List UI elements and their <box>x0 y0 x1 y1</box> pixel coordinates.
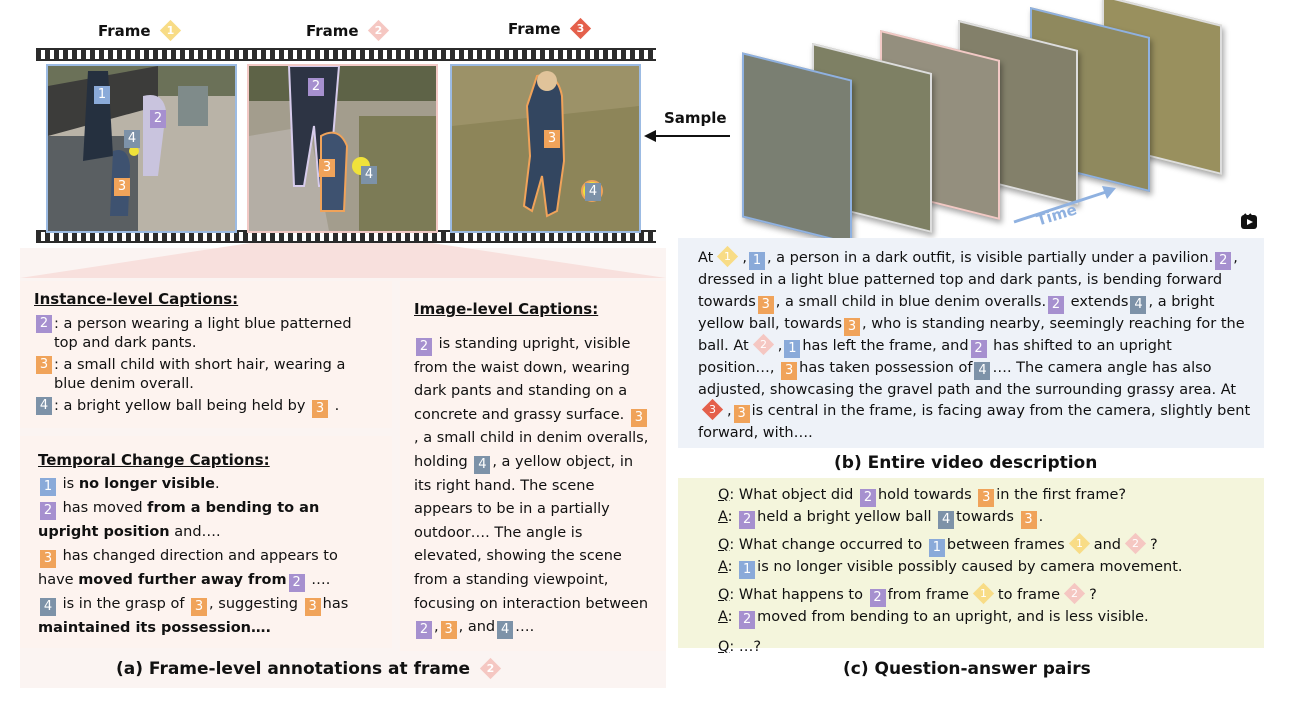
instance-captions-panel <box>20 281 392 428</box>
caption-c: (c) Question-answer pairs <box>843 659 1091 679</box>
badge-4: 4 <box>36 397 52 415</box>
frame-1-badge: 2 <box>150 110 166 128</box>
frame-label: Frame <box>306 22 359 40</box>
instance-caption-text: : a bright yellow ball being held by 3 . <box>54 398 340 416</box>
film-perforation-top <box>36 48 656 61</box>
badge-2: 2 <box>36 315 52 333</box>
temporal-caption-line: 2 has moved from a bending to an <box>38 496 378 520</box>
badge-4: 4 <box>40 598 56 616</box>
badge-2: 2 <box>971 340 987 358</box>
frame-2-scene <box>249 66 436 231</box>
badge-3: 3 <box>1021 511 1037 529</box>
instance-caption-text: : a person wearing a light blue patterned top and dark pants. <box>54 316 352 351</box>
temporal-captions-panel <box>20 436 392 648</box>
frame-1-diamond: 1 <box>973 583 994 604</box>
caption-a-diamond: 2 <box>480 658 501 679</box>
badge-3: 3 <box>40 550 56 568</box>
temporal-caption-line: 3 has changed direction and appears to <box>38 544 378 568</box>
badge-3: 3 <box>312 400 328 418</box>
badge-1: 1 <box>739 561 755 579</box>
frame-2-diamond: 2 <box>368 20 389 41</box>
video-frame-stack-item <box>742 52 852 244</box>
frame-1-diamond: 1 <box>160 20 181 41</box>
badge-2: 2 <box>860 489 876 507</box>
temporal-caption-line: maintained its possession…. <box>38 620 271 636</box>
instance-captions-title: Instance-level Captions: <box>34 290 239 308</box>
image-captions-panel <box>400 281 666 651</box>
badge-4: 4 <box>938 511 954 529</box>
badge-4: 4 <box>474 456 490 474</box>
badge-3: 3 <box>978 489 994 507</box>
frame-1-badge: 4 <box>124 130 140 148</box>
badge-3: 3 <box>631 409 647 427</box>
image-caption-text: 2 is standing upright, visible from the waist down, wearing dark pants and standing on a concrete and grassy surface. 3, a small child in denim overalls, holding 4 , a yellow object, in its right hand. The scene appears to be in a partially outdoor…. The angle is elevated, showing the scene from a standing viewpoint, focusing on interaction between 2 , 3 , and 4 …. <box>414 336 649 638</box>
frame-2-header <box>306 22 393 40</box>
frame-1-scene <box>48 66 235 231</box>
frame-2-diamond: 2 <box>753 333 774 354</box>
badge-3: 3 <box>36 356 52 374</box>
badge-3: 3 <box>758 296 774 314</box>
frame-3-diamond: 3 <box>570 18 591 39</box>
badge-1: 1 <box>40 478 56 496</box>
frame-2-badge: 3 <box>319 159 335 177</box>
frame-3-scene <box>452 66 639 231</box>
qa-answer: A: 2 moved from bending to an upright, and is less visible. <box>718 609 1149 627</box>
temporal-captions-title: Temporal Change Captions: <box>38 451 270 469</box>
qa-question: Q: What object did 2 hold towards 3 in the first frame? <box>718 487 1127 505</box>
instance-caption-item <box>34 397 378 418</box>
temporal-caption-line: 1 is no longer visible. <box>38 472 378 496</box>
temporal-caption-line: have moved further away from 2 …. <box>38 572 331 590</box>
frame-3-badge: 3 <box>544 130 560 148</box>
frame-1-diamond: 1 <box>717 246 738 267</box>
badge-2: 2 <box>739 611 755 629</box>
badge-2: 2 <box>1048 296 1064 314</box>
badge-2: 2 <box>40 502 56 520</box>
frame-3-diamond: 3 <box>702 399 723 420</box>
zoom-wedge <box>20 243 666 278</box>
frame-label: Frame <box>98 22 151 40</box>
frame-1-diamond: 1 <box>1069 533 1090 554</box>
qa-answer: A: 1 is no longer visible possibly caused by camera movement. <box>718 559 1183 577</box>
frame-3-image <box>450 64 641 233</box>
badge-3: 3 <box>191 598 207 616</box>
badge-1: 1 <box>929 539 945 557</box>
qa-question: Q: What happens to 2 from frame 1 to frame 2 ? <box>718 585 1252 607</box>
instance-caption-item <box>34 315 378 353</box>
frame-3-header <box>508 20 595 38</box>
frame-1-header <box>98 22 185 40</box>
badge-3: 3 <box>844 318 860 336</box>
frame-3-badge: 4 <box>585 183 601 201</box>
badge-2: 2 <box>416 621 432 639</box>
badge-3: 3 <box>781 362 797 380</box>
caption-b: (b) Entire video description <box>834 453 1098 473</box>
qa-answer: A: 2 held a bright yellow ball 4 towards 3 . <box>718 509 1044 527</box>
badge-1: 1 <box>784 340 800 358</box>
instance-caption-item <box>34 356 378 394</box>
temporal-caption-line: upright position and…. <box>38 524 221 540</box>
frame-1-badge: 1 <box>94 86 110 104</box>
badge-2: 2 <box>739 511 755 529</box>
badge-2: 2 <box>289 574 305 592</box>
badge-3: 3 <box>734 405 750 423</box>
badge-2: 2 <box>870 589 886 607</box>
instance-caption-text: : a small child with short hair, wearing a blue denim overall. <box>54 357 346 392</box>
film-strip <box>36 48 656 243</box>
frame-2-diamond: 2 <box>1064 583 1085 604</box>
video-description-text: At 1 , 1 , a person in a dark outfit, is visible partially under a pavilion. 2 , dressed in a light blue patterned top and dark pants, is bending forward towards 3 , a small child in blue denim overalls. 2 extends 4 , a bright yellow ball, towards 3 , who is standing nearby, seemingly reaching for the ball. At 2 , 1 has left the frame, and 2 has shifted to an upright position…, 3 has taken possession of 4 …. The camera angle has also adjusted, showcasing the gravel path and the surrounding grassy area. At 3 , 3 is central in the frame, is facing away from the camera, slightly bent forward, with…. <box>698 248 1252 445</box>
badge-1: 1 <box>749 252 765 270</box>
sample-arrow <box>642 128 732 144</box>
badge-3: 3 <box>441 621 457 639</box>
badge-4: 4 <box>497 621 513 639</box>
qa-question: Q: What change occurred to 1 between frames 1 and 2 ? <box>718 535 1252 557</box>
badge-2: 2 <box>1215 252 1231 270</box>
video-description-panel <box>678 238 1264 448</box>
frame-2-badge: 4 <box>361 166 377 184</box>
frame-2-diamond: 2 <box>1125 533 1146 554</box>
caption-a: (a) Frame-level annotations at frame 2 <box>116 659 505 679</box>
frame-label: Frame <box>508 20 561 38</box>
badge-4: 4 <box>974 362 990 380</box>
qa-panel <box>678 478 1264 655</box>
frame-2-badge: 2 <box>308 78 324 96</box>
badge-3: 3 <box>305 598 321 616</box>
frame-2-image <box>247 64 438 233</box>
time-label: Time <box>1034 200 1079 230</box>
qa-question: Q: …? <box>718 639 762 655</box>
image-captions-title: Image-level Captions: <box>414 300 599 318</box>
frame-1-badge: 3 <box>114 178 130 196</box>
badge-2: 2 <box>416 338 432 356</box>
badge-4: 4 <box>1130 296 1146 314</box>
frame-1-image <box>46 64 237 233</box>
temporal-caption-line: 4 is in the grasp of 3 , suggesting 3 has <box>38 592 378 616</box>
video-icon <box>1240 212 1258 230</box>
sample-label: Sample <box>664 109 727 127</box>
